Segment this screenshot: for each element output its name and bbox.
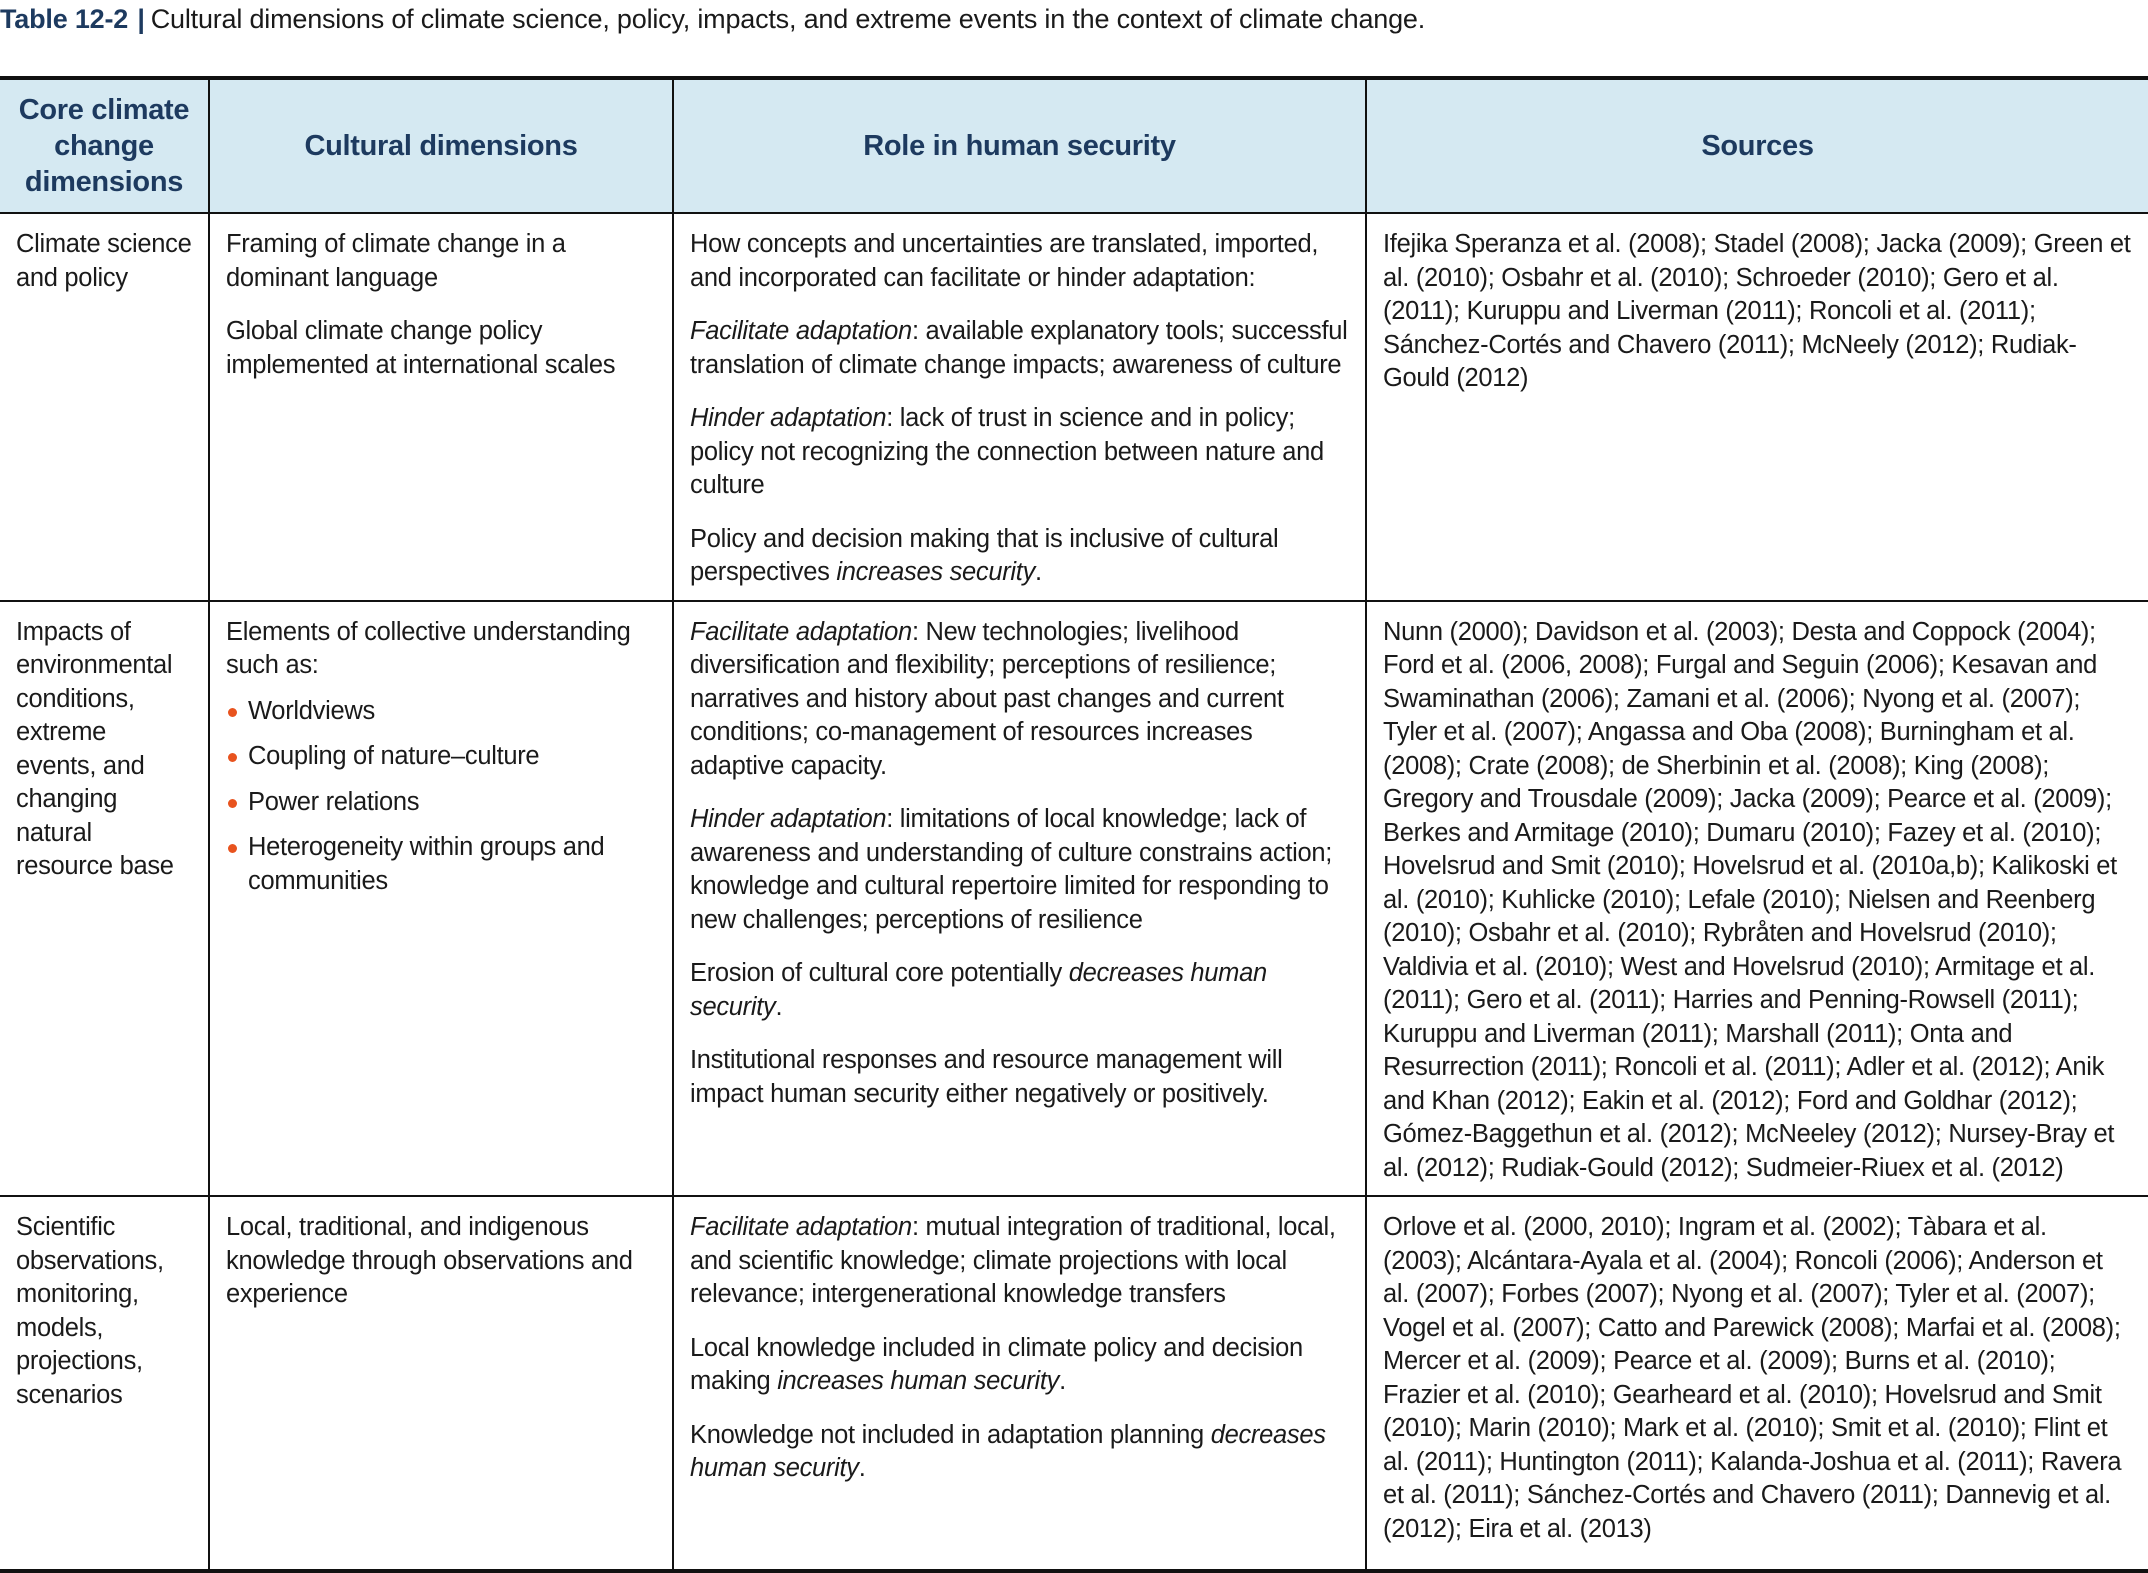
role-text-rest: : New technologies; livelihood diversification and flexibility; perceptions of resilience; narratives and history about past changes and current conditions; co-management of resources increases adaptive capacity. [690, 617, 1284, 780]
role-text-rest: : lack of trust in science and in policy; policy not recognizing the connection between nature and culture [690, 404, 1324, 499]
core-dimension-cell [0, 601, 209, 1197]
list-item [226, 786, 656, 820]
sources-text: Ifejika Speranza et al. (2008); Stadel (2008); Jacka (2009); Green et al. (2010); Osbahr et al. (2010); Schroeder (2010); Gero et al. (2011); Kuruppu and Liverman (2011); Roncoli et al. (2011); Sánchez-Cortés and Chavero (2011); McNeely (2012); Rudiak-Gould (2012) [1383, 230, 2131, 392]
role-text [690, 1332, 1349, 1399]
role-emphasis: increases security [836, 558, 1036, 586]
cultural-text: Local, traditional, and indigenous knowledge through observations and experience [226, 1213, 633, 1308]
list-item [226, 695, 656, 729]
bullet-dot-icon [228, 799, 237, 808]
role-text-rest: Policy and decision making that is inclusive of cultural perspectives [690, 524, 1279, 586]
role-text-rest: Local knowledge included in climate policy and decision making [690, 1333, 1303, 1395]
role-text-rest: Erosion of cultural core potentially [690, 959, 1069, 987]
role-emphasis: Facilitate adaptation [690, 617, 912, 646]
role-text [690, 803, 1349, 937]
sources-cell [1366, 601, 2148, 1197]
role-cell [673, 1196, 1366, 1571]
cultural-dimension-cell [209, 601, 673, 1197]
core-dimension-cell [0, 1196, 209, 1571]
list-item [226, 831, 656, 898]
sources-text: Nunn (2000); Davidson et al. (2003); Desta and Coppock (2004); Ford et al. (2006, 2008); Furgal and Seguin (2006); Kesavan and Swaminathan (2006); Zamani et al. (2006); Nyong et al. (2007); Tyler et al. (2007); Angassa and Oba (2008); Burningham et al. (2008); Crate (2008); de Sherbinin et al. (2008); King (2008); Gregory and Trousdale (2009); Jacka (2009); Pearce et al. (2009); Berkes and Armitage (2010); Dumaru (2010); Fazey et al. (2010); Hovelsrud and Smit (2010); Hovelsrud et al. (2010a,b); Kalikoski et al. (2010); Kuhlicke (2010); Lefale (2010); Nielsen and Reenberg (2010); Osbahr et al. (2010); Rybråten and Hovelsrud (2010); Valdivia et al. (2010); West and Hovelsrud (2010); Armitage et al. (2011); Gero et al. (2011); Harries and Penning-Rowsell (2011); Kuruppu and Liverman (2011); Marshall (2011); Onta and Resurrection (2011); Roncoli et al. (2011); Adler et al. (2012); Anik and Khan (2012); Eakin et al. (2012); Ford and Goldhar (2012); Gómez-Baggethun et al. (2012); McNeeley (2012); Nursey-Bray et al. (2012); Rudiak-Gould (2012); Sudmeier-Riuex et al. (2012) [1383, 617, 2117, 1182]
cultural-dimension-cell [209, 213, 673, 601]
role-text-end: . [1059, 1367, 1066, 1395]
header-sources: Sources [1366, 78, 2148, 213]
sources-text: Orlove et al. (2000, 2010); Ingram et al. (2002); Tàbara et al. (2003); Alcántara-Ayala et al. (2004); Roncoli (2006); Anderson et al. (2007); Forbes (2007); Nyong et al. (2007); Tyler et al. (2007); Vogel et al. (2007); Catto and Parewick (2008); Marfai et al. (2008); Mercer et al. (2009); Pearce et al. (2009); Burns et al. (2010); Frazier et al. (2010); Gearheard et al. (2010); Hovelsrud and Smit (2010); Marin (2010); Mark et al. (2010); Smit et al. (2010); Flint et al. (2011); Huntington (2011); Kalanda-Joshua et al. (2011); Ravera et al. (2011); Sánchez-Cortés and Chavero (2011); Dannevig et al. (2012); Eira et al. (2013) [1383, 1213, 2122, 1543]
role-emphasis: Facilitate adaptation [690, 317, 912, 345]
bullet-text: Heterogeneity within groups and communities [248, 833, 605, 895]
role-text [690, 957, 1349, 1024]
core-dimension-cell [0, 213, 209, 601]
role-text [690, 315, 1349, 382]
bullet-text: Coupling of nature–culture [248, 742, 540, 770]
bullet-text: Power relations [248, 787, 420, 816]
cultural-dimension-cell [209, 1196, 673, 1571]
core-dimension-text: Climate science and policy [16, 230, 192, 292]
caption-text: Cultural dimensions of climate science, policy, impacts, and extreme events in the context of climate change. [150, 4, 1426, 34]
role-text-end: . [858, 1454, 866, 1482]
cultural-bullet-list [226, 695, 656, 899]
role-emphasis: Hinder adaptation [690, 805, 887, 833]
bullet-dot-icon [228, 753, 237, 762]
role-emphasis: decreases human security [690, 959, 1267, 1021]
role-text [690, 523, 1349, 590]
core-dimension-text: Scientific observations, monitoring, models, projections, scenarios [16, 1213, 164, 1409]
sources-cell [1366, 213, 2148, 601]
role-text [690, 1211, 1349, 1312]
role-text [690, 402, 1349, 503]
role-text-end: . [1035, 558, 1042, 586]
cultural-text: Elements of collective understanding such as: [226, 617, 631, 679]
header-role-in-human-security: Role in human security [673, 78, 1366, 213]
role-text [690, 616, 1349, 784]
table-row [0, 213, 2148, 601]
bullet-dot-icon [228, 708, 237, 717]
bullet-text: Worldviews [248, 696, 375, 725]
role-text-rest: : limitations of local knowledge; lack of awareness and understanding of culture constrains action; knowledge and cultural repertoire limited for responding to new challenges; perceptions of resilience [690, 805, 1333, 934]
table-row [0, 1196, 2148, 1571]
role-text: Institutional responses and resource management will impact human security either negatively or positively. [690, 1046, 1283, 1108]
table-caption [0, 2, 2140, 36]
list-item [226, 740, 656, 774]
role-cell [673, 601, 1366, 1197]
cultural-text: Framing of climate change in a dominant language [226, 230, 566, 292]
role-emphasis: decreases human security [690, 1420, 1326, 1482]
header-row [0, 78, 2148, 213]
header-core-dimensions: Core climate change dimensions [0, 78, 209, 213]
table-label: Table 12-2 [0, 4, 129, 34]
role-text-rest: : mutual integration of traditional, local, and scientific knowledge; climate projections with local relevance; intergenerational knowledge transfers [690, 1213, 1336, 1308]
role-text-rest: Knowledge not included in adaptation planning [690, 1420, 1211, 1449]
caption-separator: | [137, 4, 145, 34]
role-emphasis: increases human security [777, 1367, 1060, 1395]
cultural-text: Global climate change policy implemented at international scales [226, 317, 616, 379]
cultural-dimensions-table [0, 76, 2148, 1573]
sources-cell [1366, 1196, 2148, 1571]
role-text: How concepts and uncertainties are translated, imported, and incorporated can facilitate or hinder adaptation: [690, 230, 1319, 292]
role-text-rest: : available explanatory tools; successful translation of climate change impacts; awareness of culture [690, 317, 1348, 379]
header-cultural-dimensions: Cultural dimensions [209, 78, 673, 213]
role-emphasis: Hinder adaptation [690, 404, 887, 432]
bullet-dot-icon [228, 844, 237, 853]
role-text-end: . [775, 992, 783, 1021]
role-cell [673, 213, 1366, 601]
role-text [690, 1419, 1349, 1486]
core-dimension-text: Impacts of environmental conditions, extreme events, and changing natural resource base [16, 617, 174, 880]
role-emphasis: Facilitate adaptation [690, 1213, 912, 1241]
table-row [0, 601, 2148, 1197]
